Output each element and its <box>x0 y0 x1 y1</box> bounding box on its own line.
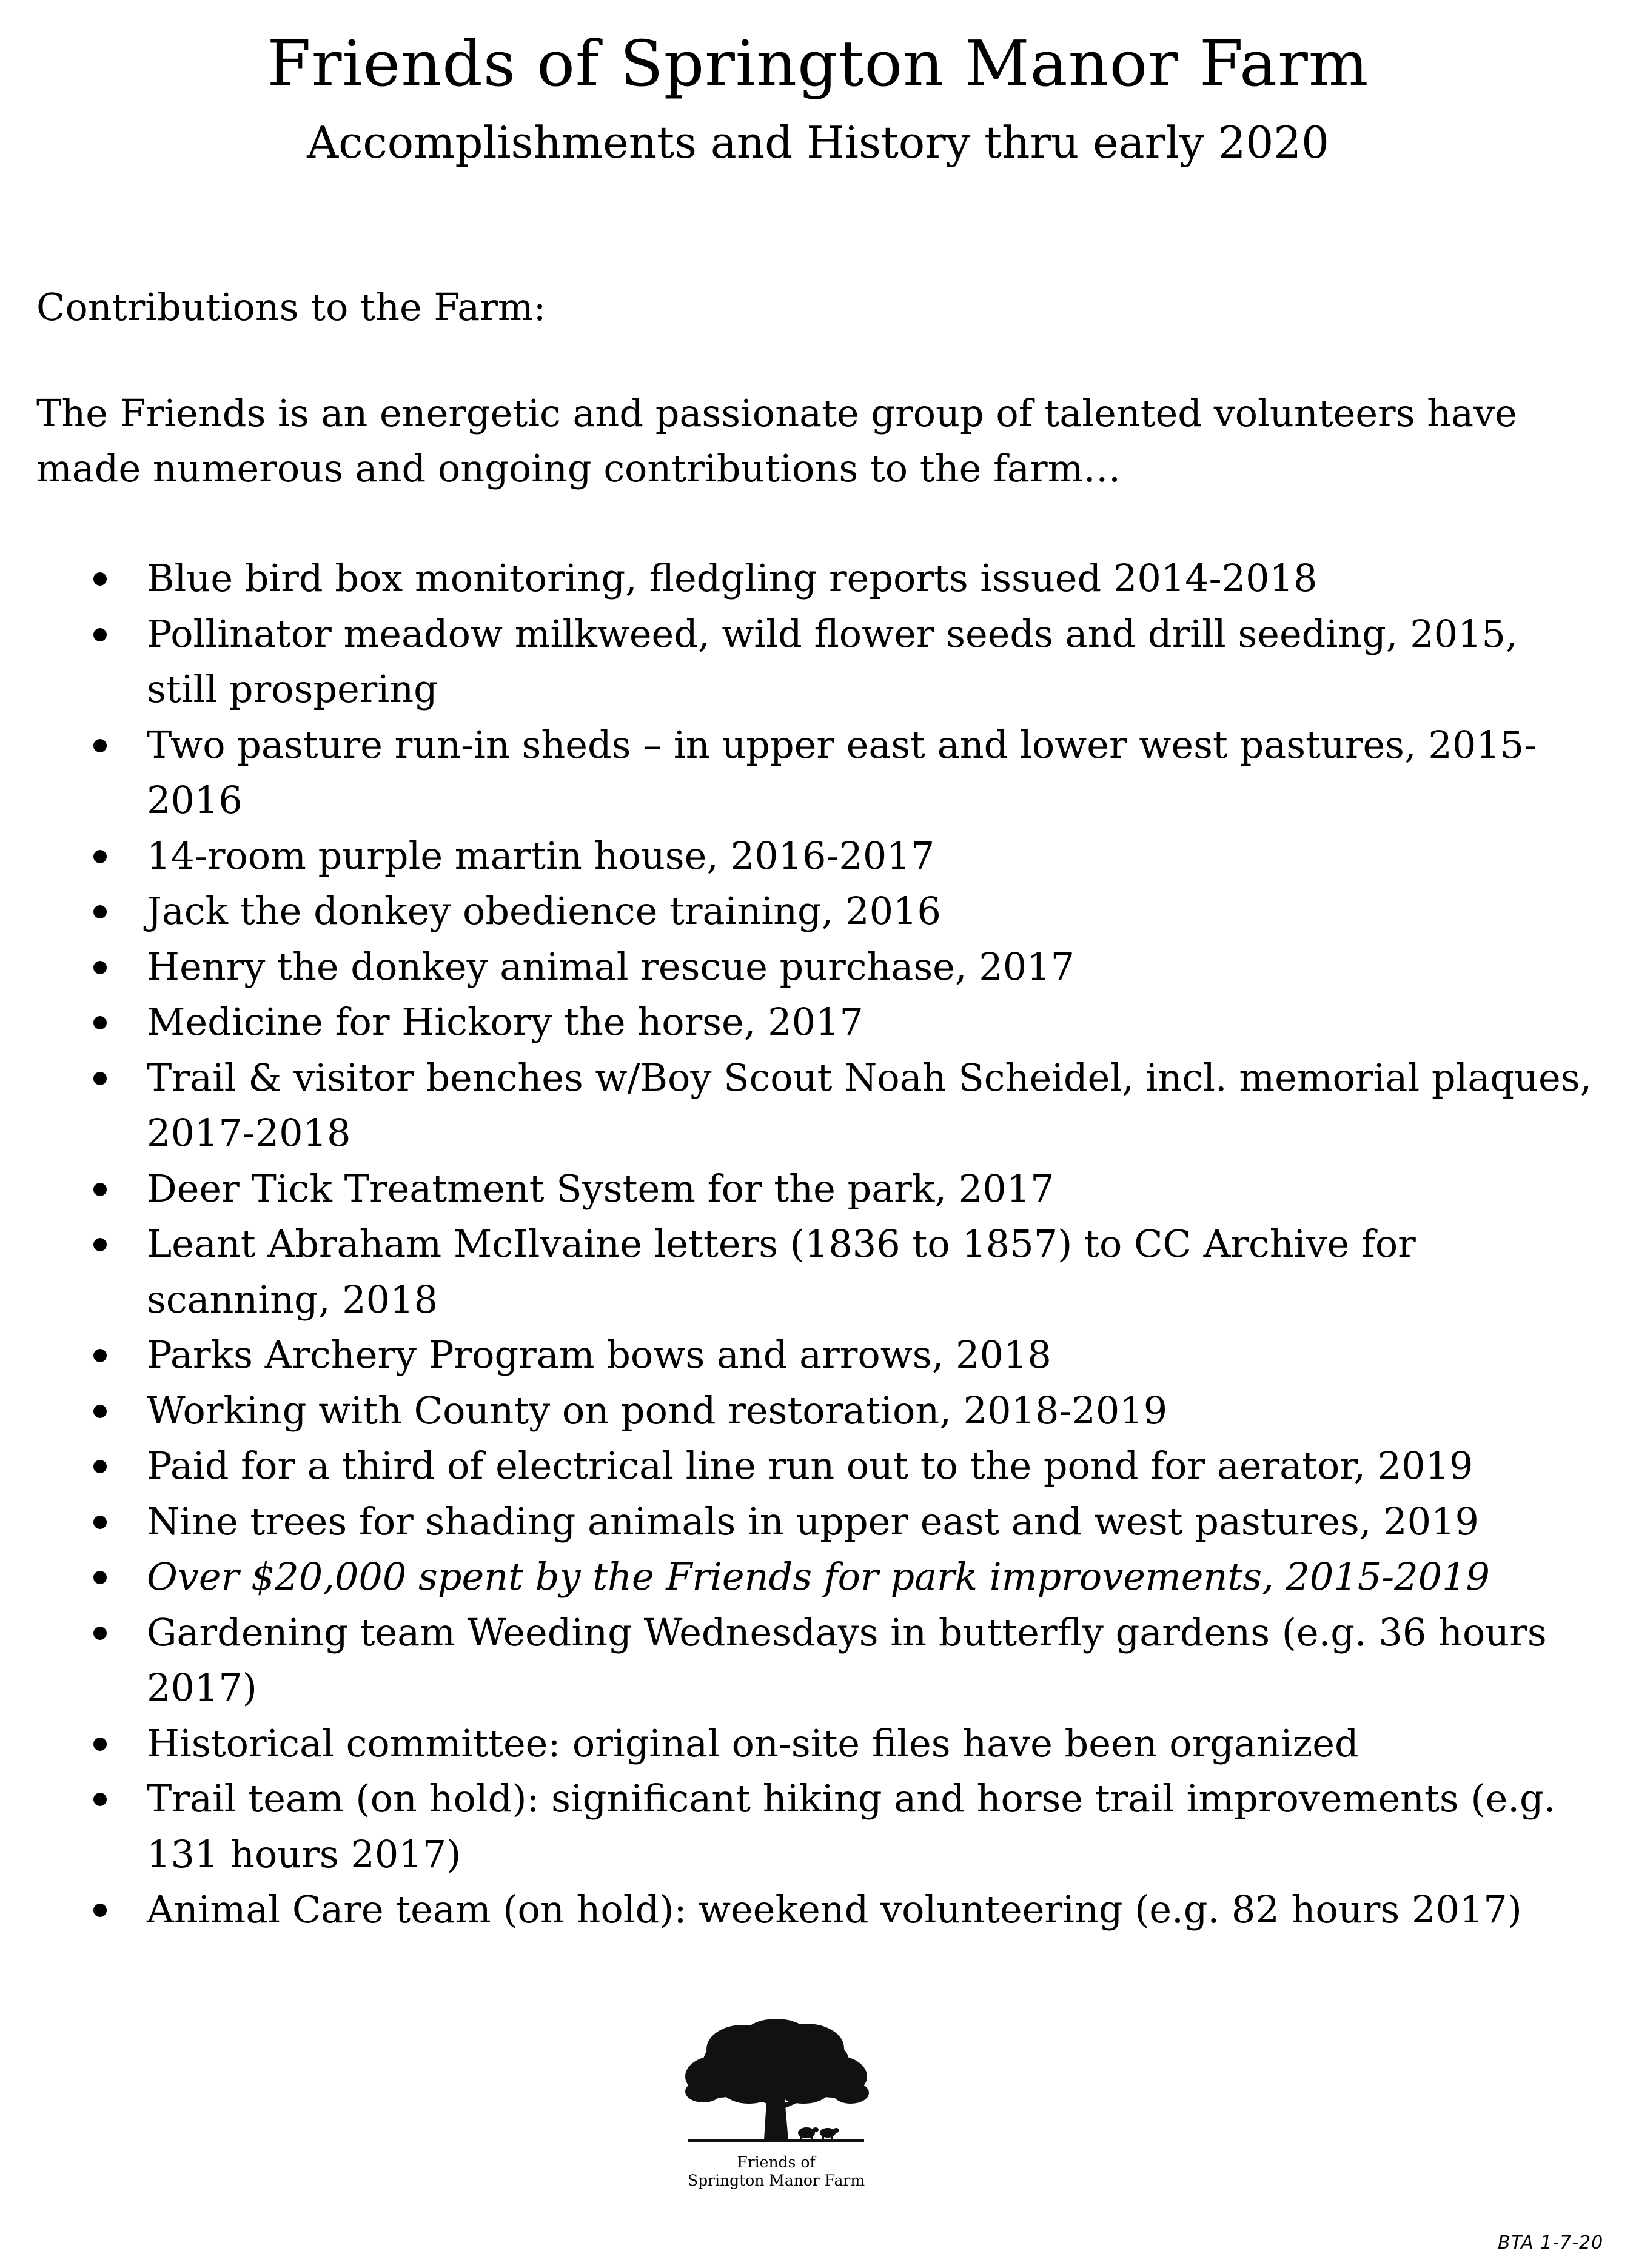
list-item-text: Trail team (on hold): significant hiking and horse trail improvements (e.g. 131 hours 2017) <box>147 1776 1556 1876</box>
bullet-icon <box>93 1738 107 1751</box>
organization-logo <box>670 2019 882 2213</box>
list-item <box>0 1882 1636 1938</box>
bullet-icon <box>93 1516 107 1529</box>
bullet-icon <box>93 1904 107 1917</box>
list-item <box>0 1161 1636 1217</box>
list-item <box>0 939 1636 995</box>
bullet-icon <box>93 628 107 641</box>
list-item-text: Historical committee: original on-site files have been organized <box>147 1721 1359 1765</box>
oak-tree-icon <box>676 2019 876 2152</box>
bullet-icon <box>93 572 107 586</box>
list-item-text: Two pasture run-in sheds – in upper east and lower west pastures, 2015-2016 <box>147 722 1537 822</box>
bullet-icon <box>93 1016 107 1029</box>
bullet-icon <box>93 1627 107 1640</box>
list-item-text: Animal Care team (on hold): weekend volunteering (e.g. 82 hours 2017) <box>147 1887 1522 1932</box>
list-item-text: Deer Tick Treatment System for the park, 2017 <box>147 1166 1054 1211</box>
bullet-icon <box>93 1460 107 1473</box>
list-item-text: Working with County on pond restoration, 2018-2019 <box>147 1388 1168 1433</box>
list-item-text: 14-room purple martin house, 2016-2017 <box>147 833 935 878</box>
bullet-icon <box>93 1072 107 1085</box>
list-item-text: Paid for a third of electrical line run out to the pond for aerator, 2019 <box>147 1443 1473 1488</box>
list-item-text: Henry the donkey animal rescue purchase, 2017 <box>147 944 1075 989</box>
list-item <box>0 606 1636 717</box>
bullet-icon <box>93 1571 107 1584</box>
list-item-text: Parks Archery Program bows and arrows, 2018 <box>147 1333 1051 1377</box>
logo-text-line2: Springton Manor Farm <box>687 2172 865 2189</box>
list-item <box>0 1771 1636 1882</box>
list-item <box>0 1549 1636 1605</box>
list-item <box>0 994 1636 1050</box>
list-item <box>0 1383 1636 1439</box>
list-item-text: Gardening team Weeding Wednesdays in butterfly gardens (e.g. 36 hours 2017) <box>147 1610 1547 1710</box>
list-item <box>0 1438 1636 1494</box>
bullet-icon <box>93 1183 107 1196</box>
bullet-icon <box>93 1238 107 1251</box>
list-item <box>0 883 1636 939</box>
list-item-text: Leant Abraham McIlvaine letters (1836 to 1857) to CC Archive for scanning, 2018 <box>147 1222 1416 1322</box>
bullet-icon <box>93 850 107 863</box>
section-heading: Contributions to the Farm: <box>36 285 546 329</box>
document-title: Friends of Springton Manor Farm <box>267 27 1369 101</box>
list-item-text: Trail & visitor benches w/Boy Scout Noah Scheidel, incl. memorial plaques, 2017-2018 <box>147 1055 1592 1155</box>
list-item <box>0 1216 1636 1327</box>
document-subtitle: Accomplishments and History thru early 2020 <box>307 117 1329 168</box>
list-item <box>0 717 1636 828</box>
list-item-text: Pollinator meadow milkweed, wild flower seeds and drill seeding, 2015, still prospering <box>147 611 1518 711</box>
bullet-icon <box>93 961 107 974</box>
list-item-text: Blue bird box monitoring, fledgling reports issued 2014-2018 <box>147 556 1318 600</box>
list-item <box>0 1716 1636 1771</box>
list-item <box>0 1050 1636 1161</box>
bullet-icon <box>93 739 107 752</box>
footer-initials-date: BTA 1-7-20 <box>1498 2232 1604 2253</box>
list-item <box>0 1605 1636 1716</box>
list-item <box>0 1327 1636 1383</box>
list-item-text: Nine trees for shading animals in upper east and west pastures, 2019 <box>147 1499 1479 1544</box>
intro-paragraph: The Friends is an energetic and passionate group of talented volunteers have made numerous and ongoing contributions to the farm… <box>36 391 1517 490</box>
list-item <box>0 1494 1636 1550</box>
contributions-list <box>0 550 1636 1938</box>
list-item-text: Over $20,000 spent by the Friends for park improvements, 2015-2019 <box>147 1554 1490 1599</box>
bullet-icon <box>93 1405 107 1418</box>
list-item-text: Jack the donkey obedience training, 2016 <box>147 889 941 933</box>
bullet-icon <box>93 905 107 918</box>
list-item <box>0 550 1636 606</box>
list-item <box>0 828 1636 884</box>
bullet-icon <box>93 1349 107 1362</box>
list-item-text: Medicine for Hickory the horse, 2017 <box>147 1000 863 1044</box>
bullet-icon <box>93 1793 107 1806</box>
logo-text-line1: Friends of <box>737 2153 816 2171</box>
